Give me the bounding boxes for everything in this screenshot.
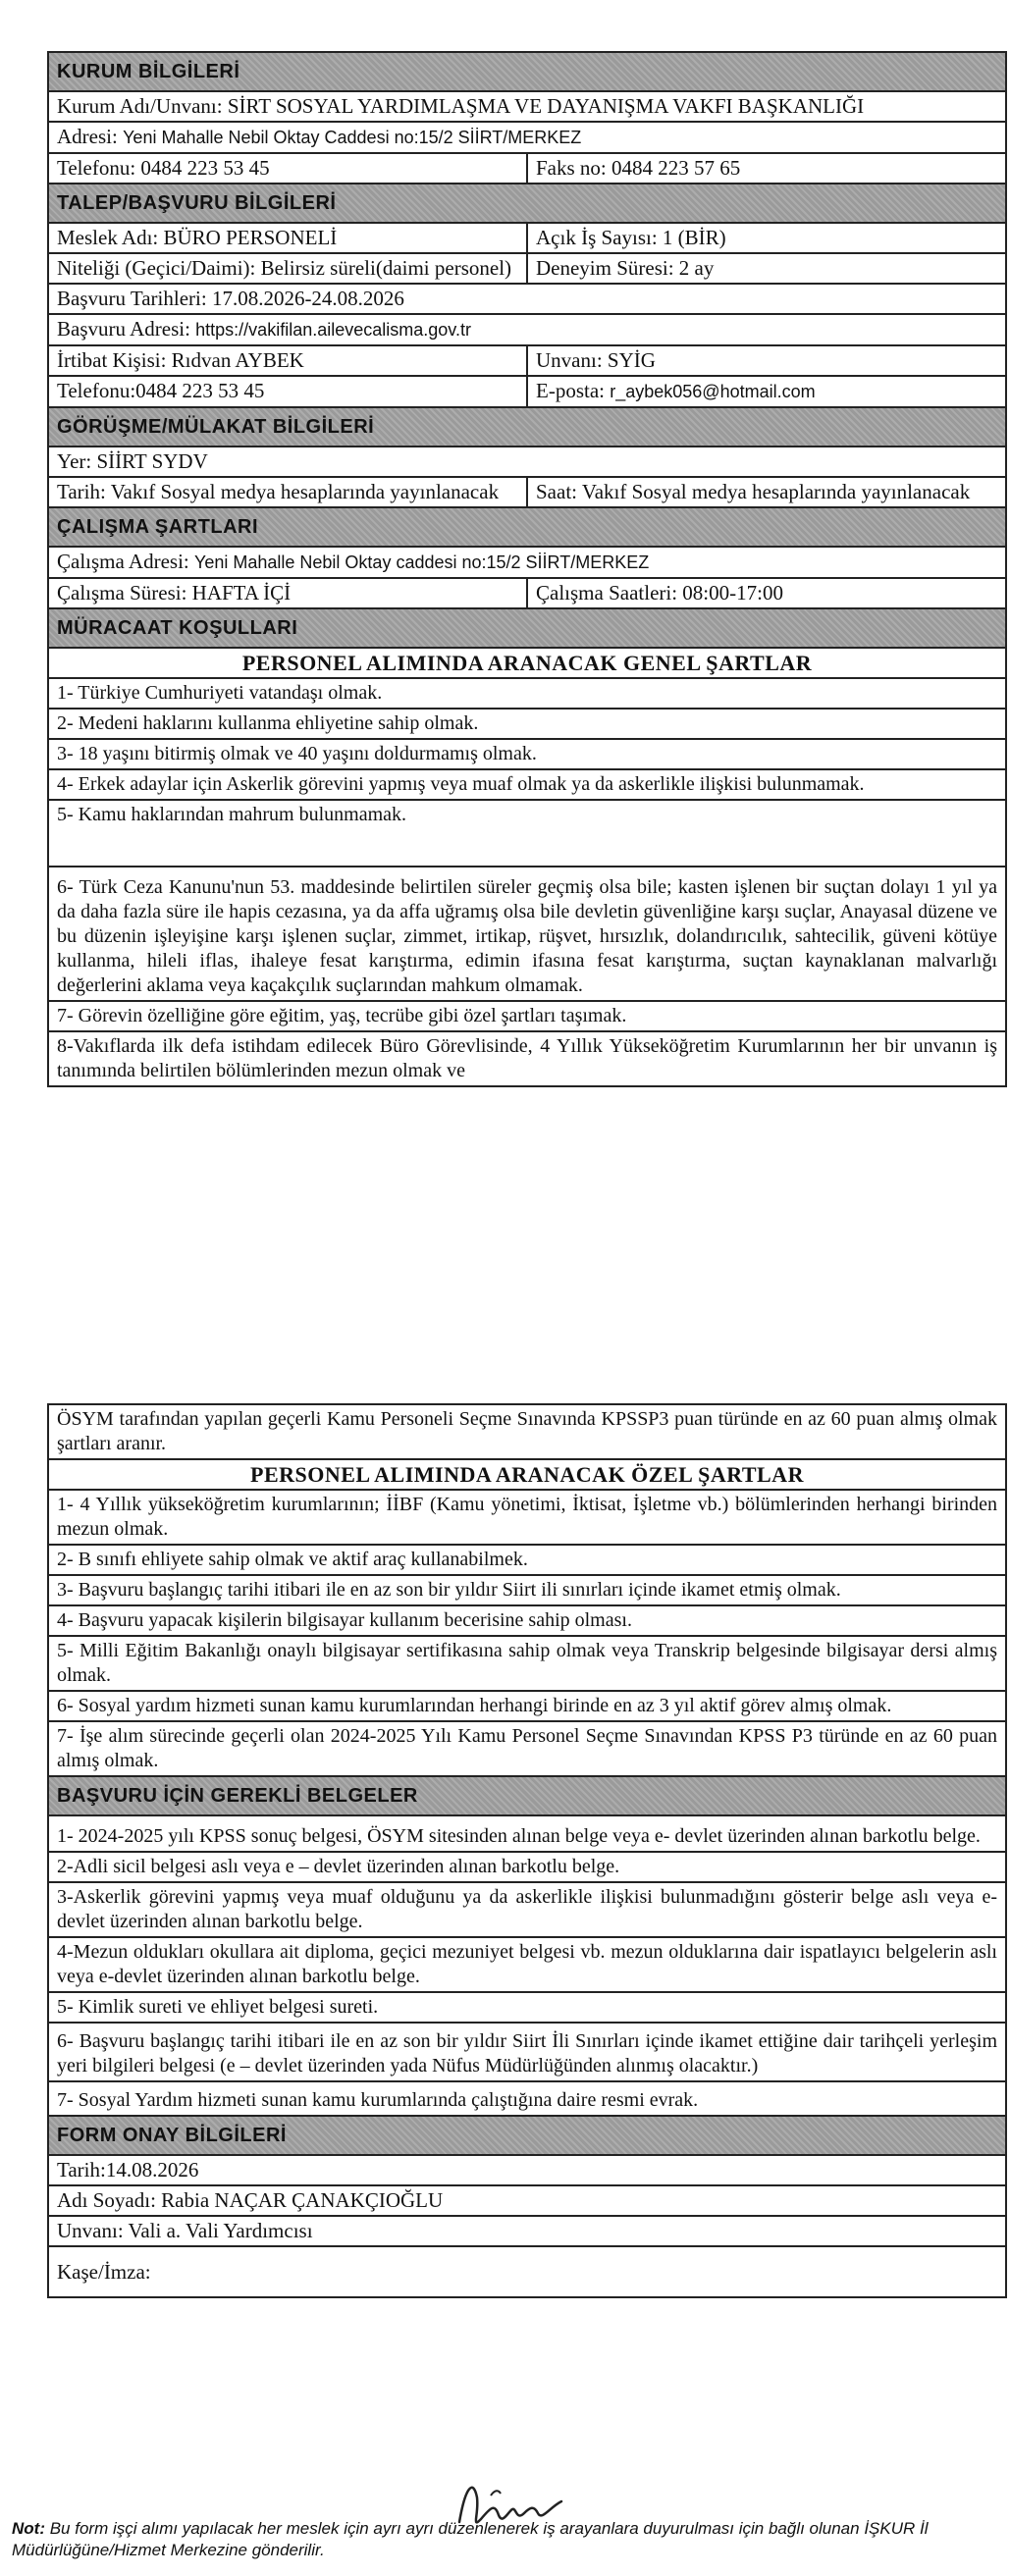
ozel-sart-item: 2- B sınıfı ehliyete sahip olmak ve aktif araç kullanabilmek. (48, 1545, 1006, 1575)
onay-tarih: Tarih:14.08.2026 (48, 2155, 1006, 2185)
talep-eposta (527, 376, 1006, 407)
talep-meslek: Meslek Adı: BÜRO PERSONELİ (48, 223, 527, 253)
note-text: Bu form işçi alımı yapılacak her meslek için ayrı ayrı düzenlenerek iş arayanlara duyurulması için bağlı olunan İŞKUR İl Müdürlüğüne/Hizmet Merkezine gönderilir. (12, 2519, 929, 2559)
footer-note (12, 2518, 998, 2561)
belge-item: 6- Başvuru başlangıç tarihi itibari ile en az son bir yıldır Siirt İli Sınırları içinde ikamet ettiğine dair tarihçeli yerleşim yeri bilgileri belgesi (e – devlet üzerinden yada Nüfus Müdürlüğünden alınmış olacaktır.) (48, 2023, 1006, 2081)
calisma-adres (48, 547, 1006, 578)
genel-sart-continued: ÖSYM tarafından yapılan geçerli Kamu Personeli Seçme Sınavında KPSSP3 puan türünde en az 60 puan almış olmak şartları aranır. (48, 1404, 1006, 1459)
calisma-header: ÇALIŞMA ŞARTLARI (48, 507, 1006, 547)
note-label: Not: (12, 2519, 45, 2538)
calisma-adres-value: Yeni Mahalle Nebil Oktay caddesi no:15/2 SİİRT/MERKEZ (194, 552, 650, 572)
genel-sart-item: 3- 18 yaşını bitirmiş olmak ve 40 yaşını doldurmamış olmak. (48, 739, 1006, 769)
kurum-table (47, 51, 1007, 1087)
kurum-header: KURUM BİLGİLERİ (48, 52, 1006, 91)
genel-sart-item: 7- Görevin özelliğine göre eğitim, yaş, tecrübe gibi özel şartları taşımak. (48, 1001, 1006, 1031)
genel-sart-item: 6- Türk Ceza Kanunu'nun 53. maddesinde belirtilen süreler geçmiş olsa bile; kasten işlenen bir suçtan dolayı 1 yıl ya da daha fazla süre ile hapis cezasına, ya da affa uğramış olsa bile devletin güvenliğine karşı suçlar, Anayasal düzene ve bu düzenin işleyişine karşı işlenen suçlar, zimmet, irtikap, rüşvet, hırsızlık, dolandırıcılık, sahtecilik, güveni kötüye kullanma, hileli iflas, ihaleye fesat karıştırma, edimin ifasına fesat karıştırma, suçtan kaynaklanan malvarlığı değerlerini aklama veya kaçakçılık suçlarından mahkum olmamak. (48, 867, 1006, 1001)
talep-irtibat: İrtibat Kişisi: Rıdvan AYBEK (48, 345, 527, 376)
gorusme-tarih: Tarih: Vakıf Sosyal medya hesaplarında yayınlanacak (48, 477, 527, 507)
talep-adres-label: Başvuru Adresi: (57, 317, 190, 341)
gorusme-yer: Yer: SİİRT SYDV (48, 447, 1006, 477)
kurum-adres-value: Yeni Mahalle Nebil Oktay Caddesi no:15/2 SİİRT/MERKEZ (123, 128, 582, 147)
belge-item: 2-Adli sicil belgesi aslı veya e – devlet üzerinden alınan barkotlu belge. (48, 1852, 1006, 1882)
genel-sart-item: 2- Medeni haklarını kullanma ehliyetine sahip olmak. (48, 709, 1006, 739)
ozel-sart-item: 7- İşe alım sürecinde geçerli olan 2024-2025 Yılı Kamu Personel Seçme Sınavından KPSS P3 türünde en az 60 puan almış olmak. (48, 1721, 1006, 1776)
belgeler-header: BAŞVURU İÇİN GEREKLİ BELGELER (48, 1776, 1006, 1815)
belge-item: 7- Sosyal Yardım hizmeti sunan kamu kurumlarında çalıştığına daire resmi evrak. (48, 2081, 1006, 2116)
genel-sart-item: 8-Vakıflarda ilk defa istihdam edilecek Büro Görevlisinde, 4 Yıllık Yükseköğretim Kurumlarının her bir unvanın iş tanımında belirtilen bölümlerinden mezun olmak ve (48, 1031, 1006, 1086)
genel-sartlar-title: PERSONEL ALIMINDA ARANACAK GENEL ŞARTLAR (48, 648, 1006, 678)
talep-eposta-link[interactable]: r_aybek056@hotmail.com (610, 382, 816, 401)
onay-adi-soyadi: Adı Soyadı: Rabia NAÇAR ÇANAKÇIOĞLU (48, 2185, 1006, 2216)
sartlar-table (47, 1403, 1007, 2298)
genel-sart-item: 4- Erkek adaylar için Askerlik görevini yapmış veya muaf olmak ya da askerlikle ilişkisi bulunmamak. (48, 769, 1006, 800)
talep-unvan: Unvanı: SYİG (527, 345, 1006, 376)
kurum-faks: Faks no: 0484 223 57 65 (527, 153, 1006, 184)
onay-header: FORM ONAY BİLGİLERİ (48, 2116, 1006, 2155)
gorusme-saat: Saat: Vakıf Sosyal medya hesaplarında yayınlanacak (527, 477, 1006, 507)
talep-header: TALEP/BAŞVURU BİLGİLERİ (48, 184, 1006, 223)
talep-niteligi: Niteliği (Geçici/Daimi): Belirsiz süreli(daimi personel) (48, 253, 527, 284)
belge-item: 5- Kimlik sureti ve ehliyet belgesi sureti. (48, 1992, 1006, 2023)
kurum-adres (48, 122, 1006, 153)
belge-item: 1- 2024-2025 yılı KPSS sonuç belgesi, ÖSYM sitesinden alınan belge veya e- devlet üzerinden alınan barkotlu belge. (48, 1815, 1006, 1852)
talep-deneyim: Deneyim Süresi: 2 ay (527, 253, 1006, 284)
ozel-sart-item: 5- Milli Eğitim Bakanlığı onaylı bilgisayar sertifikasına sahip olmak veya Transkrip belgesinde bilgisayar dersi almış olmak. (48, 1636, 1006, 1691)
talep-tarihler: Başvuru Tarihleri: 17.08.2026-24.08.2026 (48, 284, 1006, 314)
talep-adres (48, 314, 1006, 345)
genel-sart-item: 5- Kamu haklarından mahrum bulunmamak. (48, 800, 1006, 867)
form-page-2 (47, 1403, 1007, 2298)
page-break (0, 1369, 1010, 1396)
genel-sart-item: 1- Türkiye Cumhuriyeti vatandaşı olmak. (48, 678, 1006, 709)
kurum-adres-label: Adresi: (57, 125, 118, 148)
onay-unvan: Unvanı: Vali a. Vali Yardımcısı (48, 2216, 1006, 2246)
talep-acik-is: Açık İş Sayısı: 1 (BİR) (527, 223, 1006, 253)
belge-item: 4-Mezun oldukları okullara ait diploma, geçici mezuniyet belgesi vb. mezun olduklarına dair ispatlayıcı belgelerin aslı veya e-devlet üzerinden alınan barkotlu belge. (48, 1937, 1006, 1992)
kurum-telefon: Telefonu: 0484 223 53 45 (48, 153, 527, 184)
talep-telefon: Telefonu:0484 223 53 45 (48, 376, 527, 407)
talep-adres-link[interactable]: https://vakifilan.ailevecalisma.gov.tr (195, 320, 471, 340)
ozel-sart-item: 4- Başvuru yapacak kişilerin bilgisayar kullanım becerisine sahip olması. (48, 1605, 1006, 1636)
calisma-adres-label: Çalışma Adresi: (57, 550, 189, 573)
belge-item: 3-Askerlik görevini yapmış veya muaf olduğunu ya da askerlikle ilişkisi bulunmadığını gösterir belge aslı veya e-devlet üzerinden alınan barkotlu belge. (48, 1882, 1006, 1937)
calisma-sure: Çalışma Süresi: HAFTA İÇİ (48, 578, 527, 608)
onay-kase-imza: Kaşe/İmza: (48, 2246, 1006, 2297)
ozel-sart-item: 1- 4 Yıllık yükseköğretim kurumlarının; İİBF (Kamu yönetimi, İktisat, İşletme vb.) bölümlerinden herhangi birinden mezun olmak. (48, 1490, 1006, 1545)
muracaat-header: MÜRACAAT KOŞULLARI (48, 608, 1006, 648)
calisma-saatler: Çalışma Saatleri: 08:00-17:00 (527, 578, 1006, 608)
ozel-sart-item: 6- Sosyal yardım hizmeti sunan kamu kurumlarından herhangi birinde en az 3 yıl aktif görev almış olmak. (48, 1691, 1006, 1721)
ozel-sartlar-title: PERSONEL ALIMINDA ARANACAK ÖZEL ŞARTLAR (48, 1459, 1006, 1490)
talep-eposta-label: E-posta: (536, 379, 605, 402)
ozel-sart-item: 3- Başvuru başlangıç tarihi itibari ile en az son bir yıldır Siirt ili sınırları içinde ikamet etmiş olmak. (48, 1575, 1006, 1605)
kurum-adi: Kurum Adı/Unvanı: SİRT SOSYAL YARDIMLAŞMA VE DAYANIŞMA VAKFI BAŞKANLIĞI (48, 91, 1006, 122)
gorusme-header: GÖRÜŞME/MÜLAKAT BİLGİLERİ (48, 407, 1006, 447)
form-page-1 (47, 51, 1007, 1087)
